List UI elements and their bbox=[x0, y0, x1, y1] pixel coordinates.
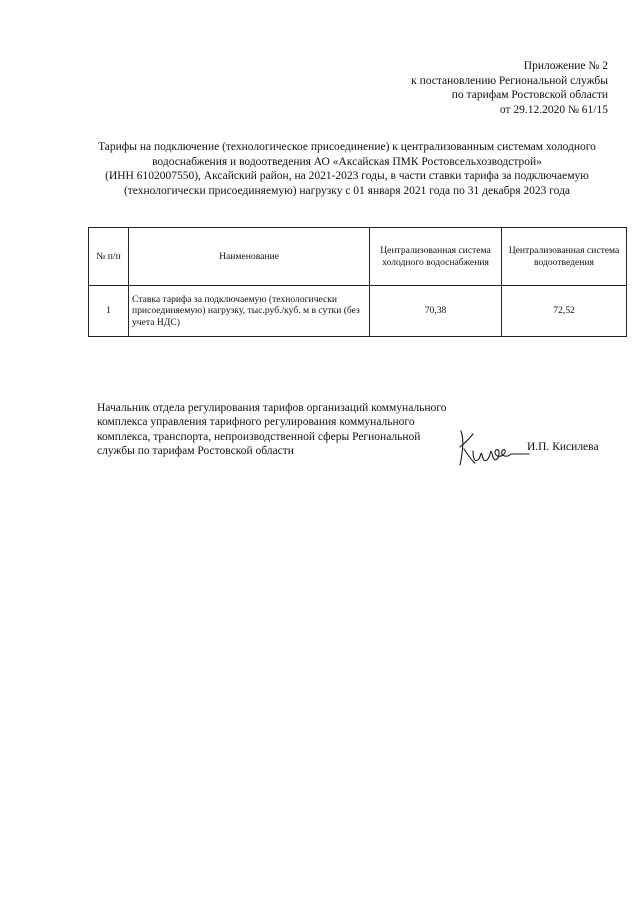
signatory-position bbox=[97, 401, 477, 458]
tariff-table bbox=[88, 227, 627, 337]
header-cold-water: Централизованная система холодного водоснабжения bbox=[370, 228, 502, 286]
signatory-line-3: комплекса, транспорта, непроизводственной сферы Региональной bbox=[97, 430, 421, 443]
appendix-date: от 29.12.2020 № 61/15 bbox=[499, 103, 608, 116]
appendix-service: по тарифам Ростовской области bbox=[451, 89, 608, 101]
header-num: № п/п bbox=[89, 228, 129, 286]
row-name: Ставка тарифа за подключаемую (технологически присоединяемую) нагрузку, тыс.руб./куб. м в сутки (без учета НДС) bbox=[129, 286, 370, 337]
title-line-1: Тарифы на подключение (технологическое присоединение) к централизованным системам холодного bbox=[98, 141, 596, 153]
appendix-resolution: к постановлению Региональной службы bbox=[411, 74, 608, 87]
header-name: Наименование bbox=[129, 228, 370, 286]
header-wastewater: Централизованная система водоотведения bbox=[502, 228, 627, 286]
signatory-line-1: Начальник отдела регулирования тарифов организаций коммунального bbox=[97, 402, 447, 414]
title-line-3: (ИНН 6102007550), Аксайский район, на 2021-2023 годы, в части ставки тарифа за подключаемую bbox=[105, 170, 589, 183]
table-header-row bbox=[89, 228, 627, 286]
signatory-name: И.П. Кисилева bbox=[527, 441, 599, 453]
row-num: 1 bbox=[89, 286, 129, 337]
row-wastewater-value: 72,52 bbox=[502, 286, 627, 337]
signatory-line-2: комплекса управления тарифного регулирования коммунального bbox=[97, 416, 415, 429]
row-cold-water-value: 70,38 bbox=[370, 286, 502, 337]
table-row bbox=[89, 286, 627, 337]
title-line-2: водоснабжения и водоотведения АО «Аксайская ПМК Ростовсельхозводстрой» bbox=[152, 155, 542, 168]
document-title bbox=[78, 140, 616, 198]
signatory-line-4: службы по тарифам Ростовской области bbox=[97, 444, 294, 457]
handwritten-signature bbox=[455, 425, 533, 471]
appendix-header bbox=[411, 59, 608, 117]
title-line-4: (технологически присоединяемую) нагрузку с 01 января 2021 года по 31 декабря 2023 года bbox=[123, 184, 571, 197]
appendix-number: Приложение № 2 bbox=[523, 60, 608, 72]
